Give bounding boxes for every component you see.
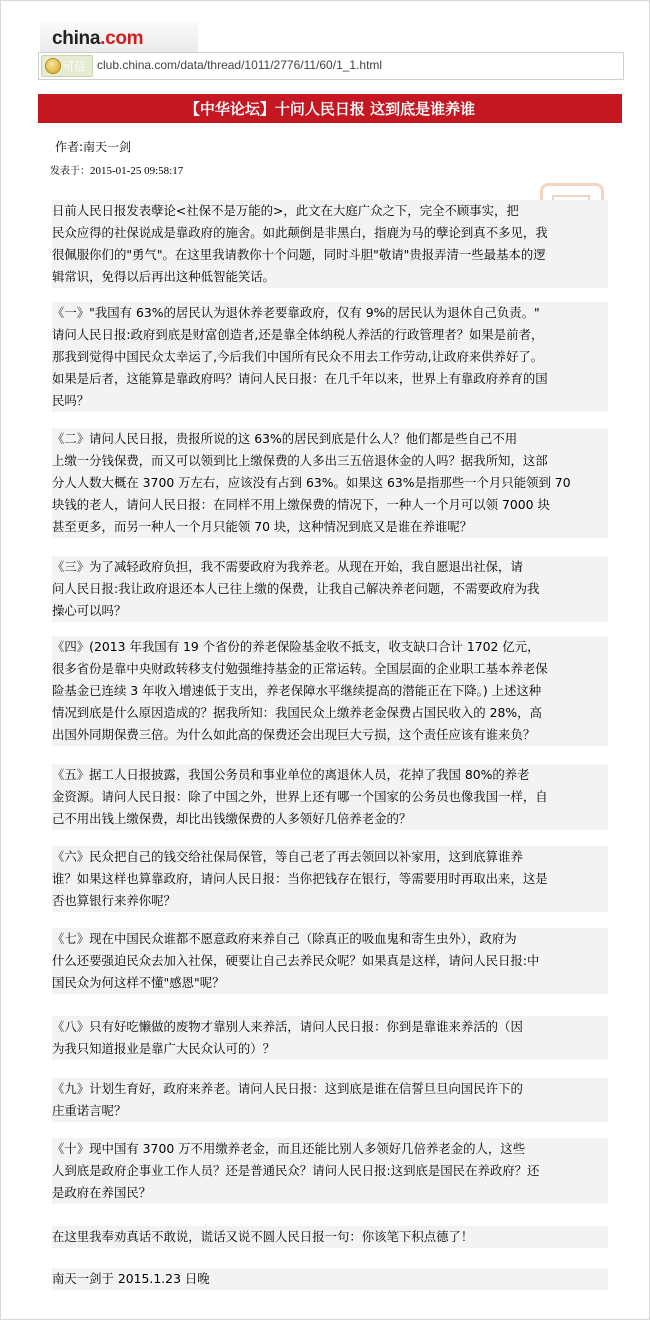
text-line: 块钱的老人，请问人民日报：在同样不用上缴保费的情况下，一种人一个月可以领 7000 块 <box>52 497 550 512</box>
thread-title: 【中华论坛】十问人民日报 这到底是谁养谁 <box>184 100 476 118</box>
text-line: 辑常识，免得以后再出这种低智能笑话。 <box>52 269 276 284</box>
paragraph <box>52 764 608 830</box>
text-line: 日前人民日报发表孽论<社保不是万能的>，此文在大庭广众之下，完全不顾事实，把 <box>52 203 519 218</box>
paragraph <box>52 1078 608 1122</box>
paragraph <box>52 428 608 538</box>
text-line: 情况到底是什么原因造成的？据我所知：我国民众上缴养老金保费占国民收入的 28%，高 <box>52 705 542 720</box>
text-line: 《四》(2013 年我国有 19 个省份的养老保险基金收不抵支，收支缺口合计 1702 亿元， <box>52 639 540 654</box>
paragraph <box>52 928 608 994</box>
text-line: 人到底是政府企事业工作人员？还是普通民众？请问人民日报:这到底是国民在养政府？还 <box>52 1163 540 1178</box>
text-line: 甚至更多，而另一种人一个月只能领 70 块，这种情况到底又是谁在养谁呢？ <box>52 519 473 534</box>
text-line: 是政府在养国民？ <box>52 1185 152 1200</box>
text-line: 很佩服你们的"勇气"。在这里我请教你十个问题，同时斗胆"敬请"贵报弄清一些最基本的逻 <box>52 247 546 262</box>
text-line: 在这里我奉劝真话不敢说，谎话又说不圆人民日报一句：你该笔下积点德了！ <box>52 1229 474 1244</box>
paragraph <box>52 846 608 912</box>
text-line: 民吗？ <box>52 393 90 408</box>
text-line: 分人人数大概在 3700 万左右，应该没有占到 63%。如果这 63%是指那些一个月只能领到 70 <box>52 475 571 490</box>
trust-badge[interactable] <box>41 55 93 77</box>
text-line: 《十》现中国有 3700 万不用缴养老金，而且还能比别人多领好几倍养老金的人，这些 <box>52 1141 526 1156</box>
text-line: 很多省份是靠中央财政转移支付勉强维持基金的正常运转。全国层面的企业职工基本养老保 <box>52 661 548 676</box>
paragraph <box>52 1016 608 1060</box>
text-line: 为我只知道报业是靠广大民众认可的）？ <box>52 1041 276 1056</box>
paragraph <box>52 556 608 622</box>
text-line: 《七》现在中国民众谁都不愿意政府来养自己（除真正的吸血鬼和寄生虫外），政府为 <box>52 931 517 946</box>
address-bar[interactable] <box>38 52 624 80</box>
paragraph <box>52 1268 608 1290</box>
paragraph <box>52 1138 608 1204</box>
paragraph <box>52 302 608 412</box>
post-time-value: 2015-01-25 09:58:17 <box>90 165 184 177</box>
text-line: 南天一剑于 2015.1.23 日晚 <box>52 1271 210 1286</box>
text-line: 《八》只有好吃懒做的废物才靠别人来养活，请问人民日报：你到是靠谁来养活的（因 <box>52 1019 523 1034</box>
trust-badge-label: 可信 <box>63 60 85 73</box>
text-line: 《六》民众把自己的钱交给社保局保管，等自己老了再去领回以补家用，这到底算谁养 <box>52 849 523 864</box>
paragraph <box>52 200 608 288</box>
text-line: 庄重诺言呢？ <box>52 1103 127 1118</box>
text-line: 《五》据工人日报披露，我国公务员和事业单位的离退休人员，花掉了我国 80%的养老 <box>52 767 530 782</box>
text-line: 《三》为了减轻政府负担，我不需要政府为我养老。从现在开始，我自愿退出社保，请 <box>52 559 523 574</box>
thread-title-bar <box>38 94 622 123</box>
text-line: 民众应得的社保说成是靠政府的施舍。如此颠倒是非黑白，指鹿为马的孽论到真不多见，我 <box>52 225 548 240</box>
text-line: 上缴一分钱保费，而又可以领到比上缴保费的人多出三五倍退休金的人吗？据我所知，这部 <box>52 453 548 468</box>
paragraph <box>52 636 608 746</box>
text-line: 谁？如果这样也算靠政府，请问人民日报：当你把钱存在银行，等需要用时再取出来，这是 <box>52 871 548 886</box>
author-line: 作者:南天一剑 <box>55 140 132 154</box>
text-line: 《一》"我国有 63%的居民认为退休养老要靠政府，仅有 9%的居民认为退休自己负责。" <box>52 305 540 320</box>
text-line: 金资源。请问人民日报：除了中国之外，世界上还有哪一个国家的公务员也像我国一样，自 <box>52 789 548 804</box>
url-text[interactable]: club.china.com/data/thread/1011/2776/11/60/1_1.html <box>97 58 383 72</box>
text-line: 《二》请问人民日报，贵报所说的这 63%的居民到底是什么人？他们都是些自己不用 <box>52 431 518 446</box>
post-time-line <box>50 162 183 177</box>
text-line: 国民众为何这样不懂"感恩"呢？ <box>52 975 225 990</box>
text-line: 什么还要强迫民众去加入社保，硬要让自己去养民众呢？如果真是这样，请问人民日报:中 <box>52 953 540 968</box>
text-line: 己不用出钱上缴保费，却比出钱缴保费的人多领好几倍养老金的？ <box>52 811 412 826</box>
text-line: 那我到觉得中国民众太幸运了,今后我们中国所有民众不用去工作劳动,让政府来供养好了。 <box>52 349 544 364</box>
logo-domain: .com <box>100 28 144 49</box>
trust-seal-icon <box>45 58 61 74</box>
text-line: 请问人民日报:政府到底是财富创造者,还是靠全体纳税人养活的行政管理者？如果是前者， <box>52 327 544 342</box>
text-line: 《九》计划生育好，政府来养老。请问人民日报：这到底是谁在信誓旦旦向国民许下的 <box>52 1081 523 1096</box>
text-line: 否也算银行来养你呢？ <box>52 893 176 908</box>
text-line: 问人民日报:我让政府退还本人已往上缴的保费，让我自己解决养老问题，不需要政府为我 <box>52 581 540 596</box>
text-line: 险基金已连续 3 年收入增速低于支出，养老保障水平继续提高的潜能正在下降。) 上述这种 <box>52 683 542 698</box>
text-line: 操心可以吗？ <box>52 603 127 618</box>
post-time-label: 发表于： <box>50 166 90 177</box>
site-logo[interactable] <box>52 28 143 50</box>
paragraph <box>52 1226 608 1248</box>
text-line: 如果是后者，这能算是靠政府吗？请问人民日报：在几千年以来，世界上有靠政府养育的国 <box>52 371 548 386</box>
text-line: 出国外同期保费三倍。为什么如此高的保费还会出现巨大亏损，这个责任应该有谁来负？ <box>52 727 536 742</box>
logo-word: china <box>52 28 101 49</box>
